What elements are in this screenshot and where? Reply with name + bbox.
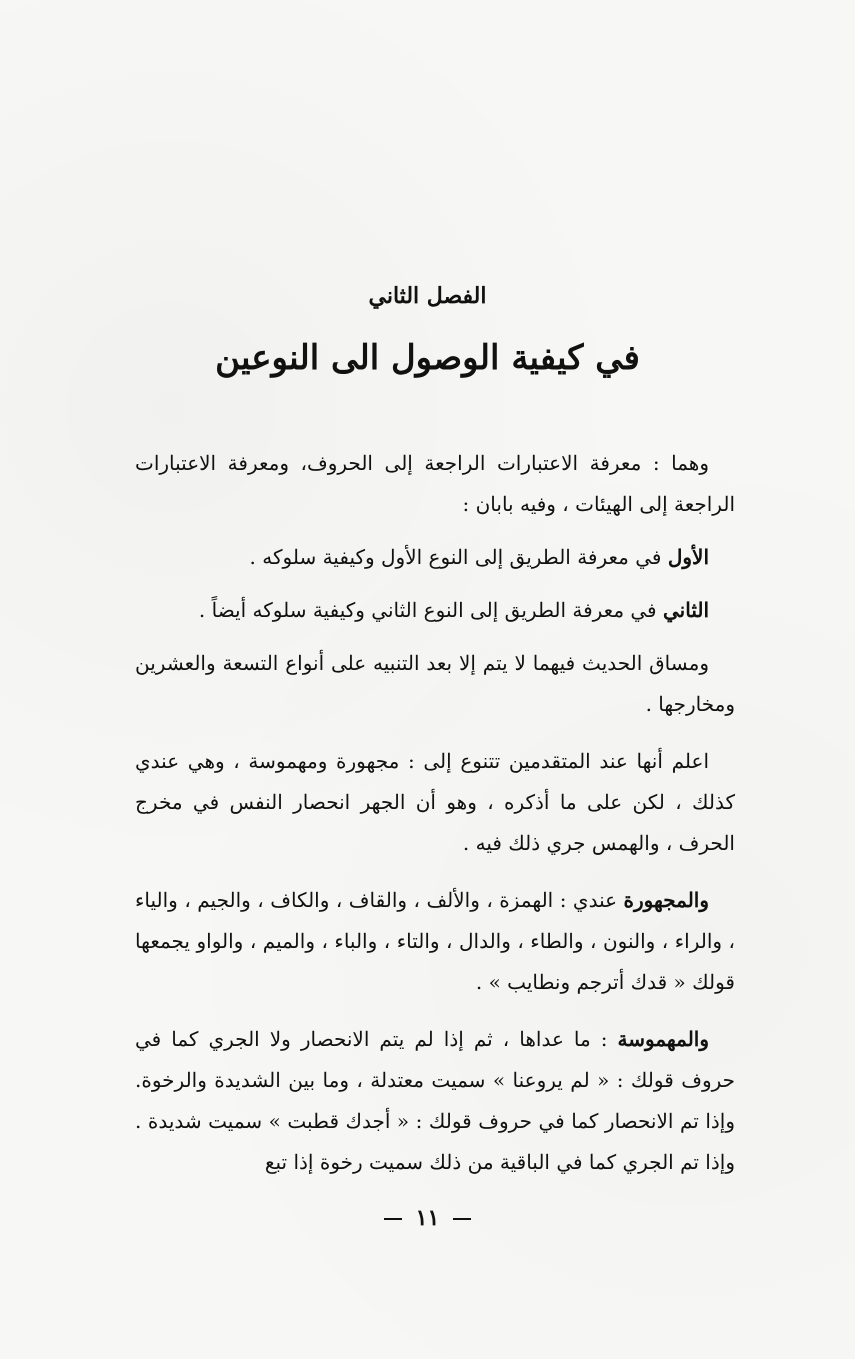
paragraph-context: [135, 643, 735, 725]
paragraph-lead: والمجهورة: [623, 888, 709, 912]
paragraph-second-chapter: [135, 590, 735, 631]
paragraph-voiced: [135, 880, 735, 1003]
chapter-label: الفصل الثاني: [368, 283, 487, 309]
paragraph-lead: الثاني: [662, 598, 709, 622]
body-text: [135, 443, 735, 1183]
paragraph-text: عندي : الهمزة ، والألف ، والقاف ، والكاف ، والجيم ، والياء ، والراء ، والنون ، والطاء ، والدال ، والتاء ، والباء ، والميم ، والواو يجمعها قولك « قدك أترجم ونطايب » .: [135, 888, 735, 994]
paragraph-lead: الأول: [667, 545, 709, 569]
paragraph-text: في معرفة الطريق إلى النوع الأول وكيفية سلوكه .: [249, 545, 668, 569]
paragraph-lead: والمهموسة: [617, 1027, 709, 1051]
page-number: [0, 1205, 855, 1231]
paragraph-text: : ما عداها ، ثم إذا لم يتم الانحصار ولا الجري كما في حروف قولك : « لم يروعنا » سميت معتدلة ، وما بين الشديدة والرخوة. وإذا تم الانحصار كما في حروف قولك : « أجدك قطبت » سميت شديدة . وإذا تم الجري كما في الباقية من ذلك سميت رخوة إذا تبع: [135, 1027, 735, 1174]
dash-left: [453, 1218, 471, 1220]
paragraph-text: وهما : معرفة الاعتبارات الراجعة إلى الحروف، ومعرفة الاعتبارات الراجعة إلى الهيئات ، وفيه بابان :: [135, 451, 735, 516]
paragraph-intro: [135, 443, 735, 525]
paragraph-text: في معرفة الطريق إلى النوع الثاني وكيفية سلوكه أيضاً .: [198, 598, 663, 622]
paragraph-first-chapter: [135, 537, 735, 578]
dash-right: [384, 1218, 402, 1220]
chapter-title: في كيفية الوصول الى النوعين: [215, 338, 640, 378]
paragraph-voiceless: [135, 1019, 735, 1183]
page-number-value: ١١: [415, 1205, 440, 1231]
paragraph-types: [135, 741, 735, 864]
paragraph-text: اعلم أنها عند المتقدمين تتنوع إلى : مجهورة ومهموسة ، وهي عندي كذلك ، لكن على ما أذكره ، وهو أن الجهر انحصار النفس في مخرج الحرف ، والهمس جري ذلك فيه .: [135, 749, 735, 855]
paragraph-text: ومساق الحديث فيهما لا يتم إلا بعد التنبيه على أنواع التسعة والعشرين ومخارجها .: [135, 651, 735, 716]
